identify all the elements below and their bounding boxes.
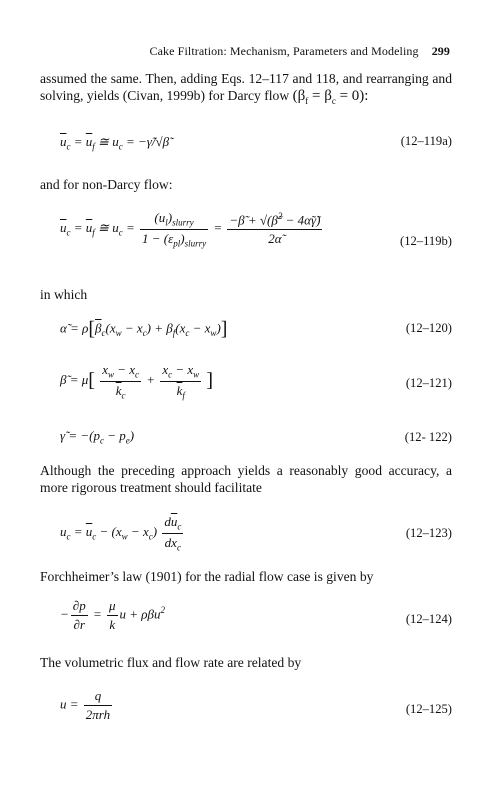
equation-number-119a: (12–119a) xyxy=(400,134,452,148)
paragraph-5: Forchheimer’s law (1901) for the radial flow case is given by xyxy=(40,569,374,584)
equation-12-119b: $\overline{u}_c = \overline{u}_f$ ≅ $u_c$ = $\frac{(u_l)_{slurry}}{1 - (\varepsilon_{pl})_{slurry}}$ = $\frac{-\betã + √(\betã^2 - 4\alphã\gammã)}{2\alphã}$ xyxy=(60,210,321,249)
paragraph-6: The volumetric flux and flow rate are related by xyxy=(40,655,302,670)
equation-number-124: (12–124) xyxy=(405,612,452,626)
paragraph-4: Although the preceding approach yields a reasonably good accuracy, a more rigorous treatment should facilitate xyxy=(40,463,452,495)
page-number: 299 xyxy=(431,44,450,58)
equation-number-119b: (12–119b) xyxy=(400,234,452,248)
running-title: Cake Filtration: Mechanism, Parameters and Modeling xyxy=(149,44,419,58)
paragraph-2: and for non-Darcy flow: xyxy=(40,177,173,192)
equation-12-119a: $\overline{u}_c = \overline{u}_f$ ≅ $u_c$ = −γ̃/√β̃ xyxy=(60,134,170,152)
equation-12-122: γ̃ = $-(p_c - p_e)$ xyxy=(60,428,135,446)
equation-number-121: (12–121) xyxy=(405,376,452,390)
equation-12-123: $u_c = \overline{u}_c - (x_w - x_c)$ $\frac{d\overline{u}_c}{dx_c}$ xyxy=(60,514,182,553)
paragraph-3: in which xyxy=(40,287,88,302)
paragraph-1: assumed the same. Then, adding Eqs. 12–117 and 118, and rearranging and solving, yields (Civan, 1999b) for Darcy flow $(\beta_f = \beta_c = 0)$: xyxy=(40,71,452,106)
equation-12-124: − $\frac{\partial p}{\partial r}$ = $\frac{\mu}{k}$ u + ρβu$^2$ xyxy=(60,598,166,632)
running-header xyxy=(40,44,450,59)
equation-12-125: u = $\frac{q}{\text{2πrh}}$ xyxy=(60,688,111,722)
darcy-condition: $(\beta_f = \beta_c = 0)$: xyxy=(292,88,369,106)
equation-number-123: (12–123) xyxy=(405,526,452,540)
equation-number-120: (12–120) xyxy=(405,321,452,335)
equation-12-120: α̃ = $\rho[\overline{\beta}_c(x_w - x_c) + \beta_f(x_c - x_w)]$ xyxy=(60,318,228,340)
equation-number-125: (12–125) xyxy=(405,702,452,716)
equation-number-122: (12- 122) xyxy=(404,430,452,444)
equation-12-121: β̃ = μ[ $\frac{x_w - x_c}{\overline{k}_c}$ + $\frac{x_c - x_w}{\overline{k}_f}$ ] xyxy=(60,362,214,401)
